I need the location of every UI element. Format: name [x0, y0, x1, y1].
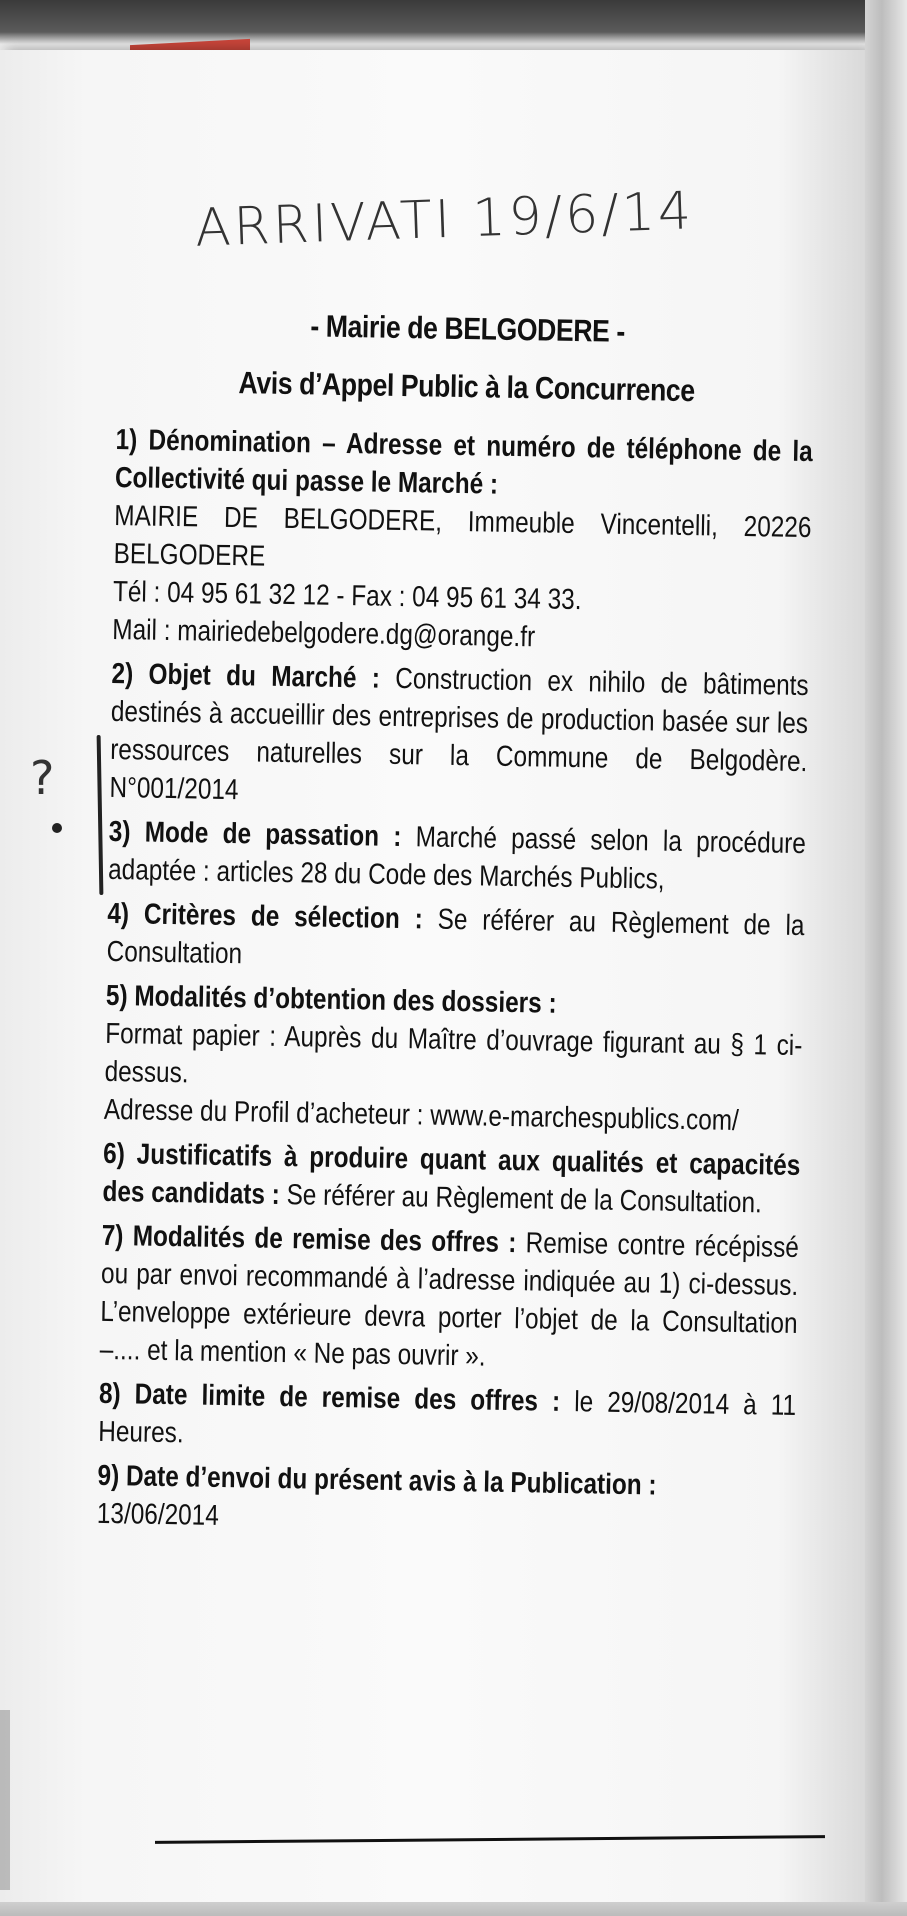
section-1-address: MAIRIE DE BELGODERE, Immeuble Vincentelli, 20226 BELGODERE	[113, 499, 812, 573]
section-3-heading: 3) Mode de passation :	[108, 815, 416, 854]
section-9	[97, 1457, 795, 1545]
section-8-body: le 29/08/2014 à 11 Heures.	[98, 1386, 797, 1450]
scan-right-edge	[865, 0, 907, 1916]
section-1	[112, 421, 813, 661]
margin-question-mark: ?	[30, 751, 55, 805]
section-5	[104, 977, 804, 1141]
notice-content	[96, 305, 817, 1551]
section-5-body: Format papier : Auprès du Maître d’ouvrage figurant au § 1 ci-dessus.	[104, 1017, 803, 1090]
section-4-body: Se référer au Règlement de la Consultation	[106, 903, 805, 971]
issuer-heading: - Mairie de BELGODERE -	[310, 308, 626, 349]
section-5-heading: 5) Modalités d’obtention des dossiers :	[105, 979, 557, 1020]
scan-bottom-edge	[0, 1902, 907, 1916]
section-6	[102, 1135, 800, 1223]
section-9-body: 13/06/2014	[96, 1497, 220, 1532]
section-6-body: Se référer au Règlement de la Consultation.	[286, 1179, 763, 1220]
notice-title: Avis d’Appel Public à la Concurrence	[238, 365, 695, 409]
section-1-tel-fax: Tél : 04 95 61 32 12 - Fax : 04 95 61 34 33.	[112, 575, 582, 617]
margin-dot-mark	[52, 823, 62, 833]
section-9-heading: 9) Date d’envoi du présent avis à la Publication :	[97, 1459, 657, 1502]
section-7-body: Remise contre récépissé ou par envoi recommandé à l’adresse indiquée au 1) ci-dessus. L’enveloppe extérieure devra porter l’objet de la Consultation –.... et la mention « Ne pas ouvrir ».	[99, 1227, 800, 1373]
section-4	[106, 895, 804, 983]
section-8	[98, 1375, 796, 1463]
handwritten-arrival-note: ARRIVATI 19/6/14	[194, 181, 695, 259]
section-7-heading: 7) Modalités de remise des offres :	[101, 1219, 526, 1260]
section-4-heading: 4) Critères de sélection :	[107, 897, 438, 936]
section-1-mail: Mail : mairiedebelgodere.dg@orange.fr	[112, 613, 536, 654]
section-1-heading: 1) Dénomination – Adresse et numéro de téléphone de la Collectivité qui passe le Marché :	[114, 423, 814, 501]
section-2	[109, 655, 809, 819]
section-2-heading: 2) Objet du Marché :	[111, 657, 396, 695]
section-3	[108, 813, 806, 901]
scan-left-strip	[0, 1710, 10, 1890]
section-2-body: Construction ex nihilo de bâtiments destinés à accueillir des entreprises de production basée sur les ressources naturelles sur la Commune de Belgodère. N°001/2014	[109, 662, 809, 807]
section-8-heading: 8) Date limite de remise des offres :	[98, 1377, 575, 1419]
section-6-heading: 6) Justificatifs à produire quant aux qualités et capacités des candidats :	[102, 1137, 801, 1212]
section-5-buyer-profile: Adresse du Profil d’acheteur : www.e-marchespublics.com/	[103, 1093, 740, 1137]
section-3-body: Marché passé selon la procédure adaptée : articles 28 du Code des Marchés Publics,	[107, 821, 807, 896]
section-7	[99, 1217, 799, 1381]
